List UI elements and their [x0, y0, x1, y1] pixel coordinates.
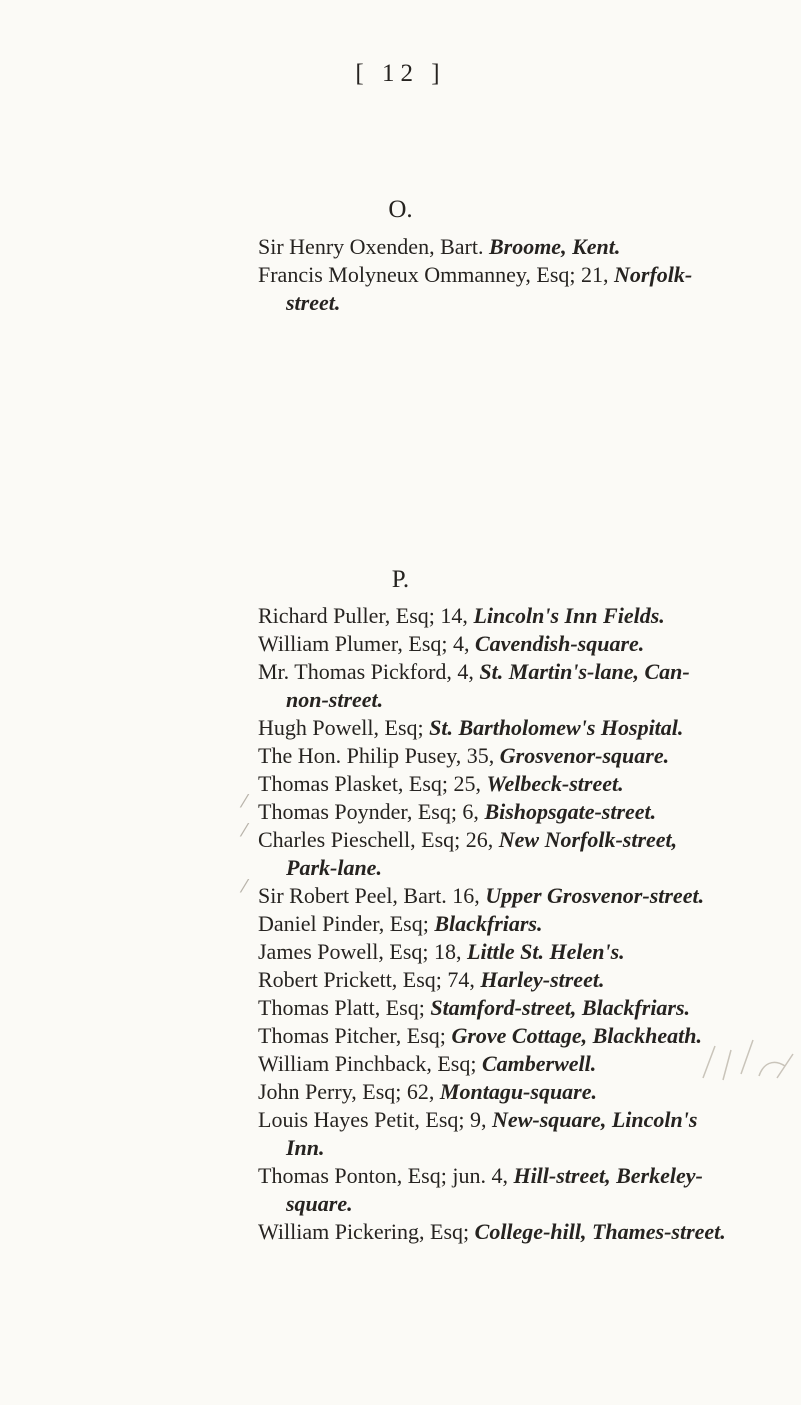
- entry-place: New Norfolk-street,: [498, 827, 678, 852]
- entry-name: The Hon. Philip Pusey, 35,: [258, 743, 495, 768]
- pencil-scribble-icon: [693, 1030, 801, 1086]
- pencil-check-icon: ⁄: [243, 876, 247, 897]
- entry-name: Thomas Ponton, Esq; jun. 4,: [258, 1163, 508, 1188]
- entry-petit: [258, 1106, 788, 1162]
- entry-platt: [258, 994, 788, 1022]
- entry-name: Thomas Platt, Esq;: [258, 995, 425, 1020]
- entry-place: Broome, Kent.: [488, 234, 621, 259]
- entry-name: Thomas Pitcher, Esq;: [258, 1023, 446, 1048]
- entry-name: Hugh Powell, Esq;: [258, 715, 424, 740]
- entry-name: Daniel Pinder, Esq;: [258, 911, 429, 936]
- entry-place: Bishopsgate-street.: [484, 799, 657, 824]
- entry-place: Norfolk-: [614, 262, 693, 287]
- entry-place: College-hill, Thames-street.: [474, 1219, 726, 1244]
- entry-pusey: [258, 742, 788, 770]
- section-o-entries: [258, 233, 788, 317]
- entry-place: Stamford-street, Blackfriars.: [430, 995, 691, 1020]
- entry-name: Louis Hayes Petit, Esq; 9,: [258, 1107, 487, 1132]
- entry-plasket: [258, 770, 788, 798]
- entry-ommanney: [258, 261, 788, 317]
- entry-name: Charles Pieschell, Esq; 26,: [258, 827, 494, 852]
- entry-place: Grosvenor-square.: [499, 743, 670, 768]
- entry-name: Francis Molyneux Ommanney, Esq; 21,: [258, 262, 609, 287]
- entry-name: Mr. Thomas Pickford, 4,: [258, 659, 474, 684]
- entry-name: Thomas Poynder, Esq; 6,: [258, 799, 479, 824]
- entry-name: William Pinchback, Esq;: [258, 1051, 477, 1076]
- entry-pinder: [258, 910, 788, 938]
- entry-place: Harley-street.: [480, 967, 605, 992]
- pencil-check-icon: ⁄: [243, 820, 247, 841]
- entry-continuation: square.: [286, 1191, 353, 1216]
- section-heading-p: P.: [391, 566, 410, 593]
- entry-pickford: [258, 658, 788, 714]
- entry-pickering: [258, 1218, 788, 1246]
- entry-prickett: [258, 966, 788, 994]
- entry-place: New-square, Lincoln's: [492, 1107, 698, 1132]
- entry-name: Robert Prickett, Esq; 74,: [258, 967, 475, 992]
- entry-name: Richard Puller, Esq; 14,: [258, 603, 468, 628]
- entry-place: Little St. Helen's.: [467, 939, 625, 964]
- entry-poynder: [258, 798, 788, 826]
- entry-powell-hugh: [258, 714, 788, 742]
- entry-name: Sir Robert Peel, Bart. 16,: [258, 883, 480, 908]
- entry-oxenden: [258, 233, 788, 261]
- entry-name: Sir Henry Oxenden, Bart.: [258, 234, 484, 259]
- entry-name: Thomas Plasket, Esq; 25,: [258, 771, 482, 796]
- entry-place: Lincoln's Inn Fields.: [473, 603, 665, 628]
- entry-place: St. Bartholomew's Hospital.: [429, 715, 684, 740]
- entry-pieschell: [258, 826, 788, 882]
- entry-continuation: street.: [286, 290, 341, 315]
- pencil-check-icon: ⁄: [243, 791, 247, 812]
- section-p-entries: [258, 602, 788, 1246]
- entry-place: Hill-street, Berkeley-: [513, 1163, 703, 1188]
- entry-name: William Plumer, Esq; 4,: [258, 631, 470, 656]
- entry-plumer: [258, 630, 788, 658]
- entry-name: James Powell, Esq; 18,: [258, 939, 462, 964]
- section-heading-o: O.: [388, 196, 413, 223]
- entry-place: Welbeck-street.: [486, 771, 624, 796]
- entry-continuation: Inn.: [286, 1135, 325, 1160]
- entry-powell-james: [258, 938, 788, 966]
- entry-place: Grove Cottage, Blackheath.: [451, 1023, 702, 1048]
- entry-place: Blackfriars.: [434, 911, 543, 936]
- entry-peel: [258, 882, 788, 910]
- entry-place: Cavendish-square.: [475, 631, 645, 656]
- entry-place: Montagu-square.: [439, 1079, 597, 1104]
- entry-puller: [258, 602, 788, 630]
- entry-name: William Pickering, Esq;: [258, 1219, 470, 1244]
- entry-ponton: [258, 1162, 788, 1218]
- entry-place: Camberwell.: [481, 1051, 597, 1076]
- entry-place: St. Martin's-lane, Can-: [479, 659, 690, 684]
- entry-continuation: non-street.: [286, 687, 384, 712]
- entry-name: John Perry, Esq; 62,: [258, 1079, 435, 1104]
- entry-place: Upper Grosvenor-street.: [485, 883, 705, 908]
- page-number: [ 12 ]: [355, 60, 446, 87]
- entry-continuation: Park-lane.: [286, 855, 382, 880]
